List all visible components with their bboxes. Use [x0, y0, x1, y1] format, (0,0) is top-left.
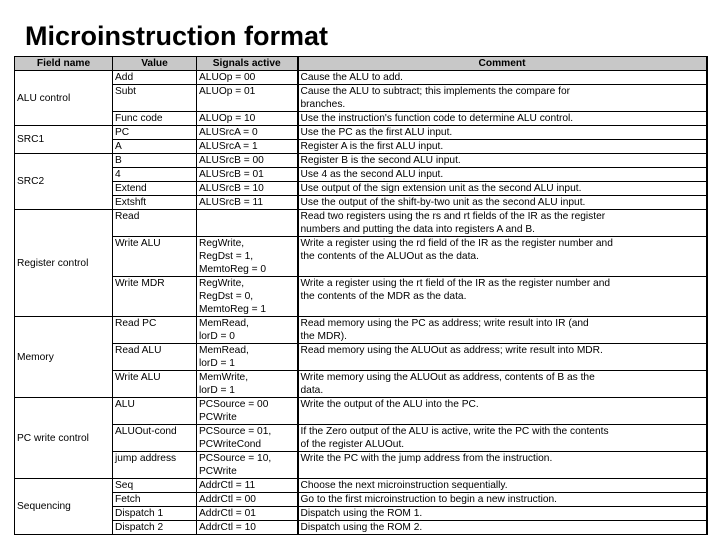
- comment-cell: [298, 277, 707, 317]
- value-cell: [113, 277, 197, 317]
- comment-line: Cause the ALU to subtract; this implements the compare for: [300, 86, 571, 97]
- signals-cell: [197, 210, 298, 237]
- signal-line: MemRead,: [199, 318, 249, 329]
- signal-line: PCWriteCond: [199, 439, 262, 450]
- value-cell: [113, 140, 197, 154]
- value-text: Add: [115, 72, 134, 83]
- table-row: [15, 521, 707, 535]
- comment-line: Use output of the sign extension unit as the second ALU input.: [300, 183, 582, 194]
- table-row: [15, 71, 707, 85]
- table-row: [15, 493, 707, 507]
- comment-line: Read two registers using the rs and rt fields of the IR as the register: [300, 211, 606, 222]
- signal-line: PCWrite: [199, 466, 237, 477]
- header-field-name: Field name: [15, 57, 113, 71]
- comment-cell: [298, 140, 707, 154]
- value-text: jump address: [115, 453, 177, 464]
- value-text: Write ALU: [115, 372, 161, 383]
- comment-line: Use the output of the shift-by-two unit as the second ALU input.: [300, 197, 586, 208]
- value-cell: [113, 398, 197, 425]
- field-name-cell: SRC2: [15, 154, 113, 210]
- value-cell: [113, 168, 197, 182]
- table-row: [15, 126, 707, 140]
- comment-line: Use 4 as the second ALU input.: [300, 169, 444, 180]
- signal-line: MemtoReg = 1: [199, 304, 267, 315]
- signal-line: PCSource = 01,: [199, 426, 272, 437]
- comment-cell: [298, 71, 707, 85]
- signal-line: PCSource = 00: [199, 399, 269, 410]
- comment-cell: [298, 507, 707, 521]
- comment-cell: [298, 344, 707, 371]
- comment-line: Write memory using the ALUOut as address, contents of B as the: [300, 372, 595, 383]
- microinstruction-table: [14, 56, 708, 535]
- comment-line: Choose the next microinstruction sequentially.: [300, 480, 508, 491]
- comment-cell: [298, 126, 707, 140]
- comment-line: Register A is the first ALU input.: [300, 141, 444, 152]
- signal-line: ALUSrcA = 0: [199, 127, 258, 138]
- comment-cell: [298, 371, 707, 398]
- table-row: [15, 182, 707, 196]
- signals-cell: [197, 71, 298, 85]
- signals-cell: [197, 521, 298, 535]
- field-name-cell: ALU control: [15, 71, 113, 126]
- value-cell: [113, 344, 197, 371]
- value-text: 4: [115, 169, 121, 180]
- signals-cell: [197, 507, 298, 521]
- table-row: [15, 196, 707, 210]
- table-row: [15, 371, 707, 398]
- signal-line: RegWrite,: [199, 238, 245, 249]
- value-cell: [113, 210, 197, 237]
- comment-line: the contents of the ALUOut as the data.: [300, 251, 479, 262]
- signal-line: RegDst = 1,: [199, 251, 254, 262]
- value-cell: [113, 425, 197, 452]
- table-row: [15, 317, 707, 344]
- comment-line: Write the PC with the jump address from the instruction.: [300, 453, 553, 464]
- comment-line: Dispatch using the ROM 2.: [300, 522, 423, 533]
- signals-cell: [197, 479, 298, 493]
- comment-line: the MDR).: [300, 331, 347, 342]
- signal-line: AddrCtl = 10: [199, 522, 256, 533]
- comment-cell: [298, 112, 707, 126]
- table-row: [15, 479, 707, 493]
- value-cell: [113, 196, 197, 210]
- comment-line: [301, 263, 704, 276]
- table-row: [15, 154, 707, 168]
- signals-cell: [197, 452, 298, 479]
- signal-line: [199, 223, 295, 236]
- signals-cell: [197, 196, 298, 210]
- comment-cell: [298, 479, 707, 493]
- comment-line: Go to the first microinstruction to begin a new instruction.: [300, 494, 558, 505]
- comment-cell: [298, 237, 707, 277]
- signals-cell: [197, 237, 298, 277]
- comment-cell: [298, 182, 707, 196]
- comment-cell: [298, 154, 707, 168]
- comment-line: Use the PC as the first ALU input.: [300, 127, 453, 138]
- signal-line: ALUSrcB = 11: [199, 197, 264, 208]
- signal-line: MemWrite,: [199, 372, 249, 383]
- value-cell: [113, 182, 197, 196]
- comment-line: [301, 411, 704, 424]
- comment-cell: [298, 168, 707, 182]
- table-row: [15, 344, 707, 371]
- signals-cell: [197, 154, 298, 168]
- value-text: Extshft: [115, 197, 147, 208]
- value-cell: [113, 521, 197, 535]
- value-text: Fetch: [115, 494, 141, 505]
- table-row: [15, 398, 707, 425]
- signal-line: lorD = 0: [199, 331, 235, 342]
- field-name-cell: Memory: [15, 317, 113, 398]
- comment-line: Write the output of the ALU into the PC.: [300, 399, 479, 410]
- comment-cell: [298, 493, 707, 507]
- value-text: Dispatch 1: [115, 508, 164, 519]
- value-text: Read: [115, 211, 140, 222]
- signal-line: lorD = 1: [199, 385, 235, 396]
- signal-line: AddrCtl = 00: [199, 494, 256, 505]
- signals-cell: [197, 425, 298, 452]
- value-cell: [113, 154, 197, 168]
- header-value: Value: [113, 57, 197, 71]
- signals-cell: [197, 140, 298, 154]
- value-cell: [113, 317, 197, 344]
- table-row: [15, 425, 707, 452]
- table-row: [15, 507, 707, 521]
- signals-cell: [197, 344, 298, 371]
- field-name-cell: PC write control: [15, 398, 113, 479]
- comment-cell: [298, 210, 707, 237]
- table-row: [15, 237, 707, 277]
- signal-line: RegDst = 0,: [199, 291, 254, 302]
- signals-cell: [197, 168, 298, 182]
- comment-line: Register B is the second ALU input.: [300, 155, 461, 166]
- signal-line: ALUOp = 00: [199, 72, 256, 83]
- table-row: [15, 210, 707, 237]
- value-text: Read PC: [115, 318, 157, 329]
- table-row: [15, 452, 707, 479]
- comment-line: Dispatch using the ROM 1.: [300, 508, 423, 519]
- comment-cell: [298, 425, 707, 452]
- table-row: [15, 168, 707, 182]
- signals-cell: [197, 398, 298, 425]
- value-text: Seq: [115, 480, 134, 491]
- comment-cell: [298, 196, 707, 210]
- comment-line: If the Zero output of the ALU is active, write the PC with the contents: [300, 426, 609, 437]
- signal-line: ALUOp = 10: [199, 113, 256, 124]
- page-title: Microinstruction format: [25, 21, 329, 51]
- comment-cell: [298, 317, 707, 344]
- value-text: Subt: [115, 86, 136, 97]
- comment-line: [301, 465, 704, 478]
- field-name-cell: SRC1: [15, 126, 113, 154]
- signal-line: [199, 210, 295, 223]
- comment-line: of the register ALUOut.: [300, 439, 405, 450]
- comment-line: data.: [300, 385, 324, 396]
- comment-line: Write a register using the rt field of the IR as the register number and: [300, 278, 611, 289]
- comment-line: Read memory using the PC as address; write result into IR (and: [300, 318, 589, 329]
- signal-line: AddrCtl = 11: [199, 480, 256, 491]
- value-cell: [113, 71, 197, 85]
- signal-line: ALUSrcB = 01: [199, 169, 264, 180]
- signal-line: ALUSrcB = 10: [199, 183, 264, 194]
- value-cell: [113, 237, 197, 277]
- table-row: [15, 112, 707, 126]
- comment-line: numbers and putting the data into registers A and B.: [300, 224, 535, 235]
- value-text: ALUOut-cond: [115, 426, 177, 437]
- signals-cell: [197, 277, 298, 317]
- value-text: Read ALU: [115, 345, 162, 356]
- value-text: Dispatch 2: [115, 522, 164, 533]
- comment-cell: [298, 521, 707, 535]
- value-cell: [113, 493, 197, 507]
- comment-line: the contents of the MDR as the data.: [300, 291, 467, 302]
- signal-line: RegWrite,: [199, 278, 245, 289]
- value-cell: [113, 371, 197, 398]
- signals-cell: [197, 317, 298, 344]
- comment-cell: [298, 85, 707, 112]
- value-text: PC: [115, 127, 130, 138]
- table-row: [15, 277, 707, 317]
- signal-line: PCSource = 10,: [199, 453, 272, 464]
- value-cell: [113, 85, 197, 112]
- signal-line: MemtoReg = 0: [199, 264, 267, 275]
- comment-cell: [298, 452, 707, 479]
- value-text: Func code: [115, 113, 163, 124]
- field-name-cell: Sequencing: [15, 479, 113, 535]
- comment-line: [301, 303, 704, 316]
- value-text: Write ALU: [115, 238, 161, 249]
- table-row: [15, 140, 707, 154]
- comment-line: branches.: [300, 99, 346, 110]
- field-name-cell: Register control: [15, 210, 113, 317]
- signal-line: AddrCtl = 01: [199, 508, 256, 519]
- comment-line: Cause the ALU to add.: [300, 72, 404, 83]
- signals-cell: [197, 493, 298, 507]
- comment-cell: [298, 398, 707, 425]
- table-body: [15, 71, 707, 535]
- value-text: Extend: [115, 183, 147, 194]
- comment-line: Use the instruction's function code to determine ALU control.: [300, 113, 574, 124]
- value-text: Write MDR: [115, 278, 165, 289]
- value-text: ALU: [115, 399, 135, 410]
- signals-cell: [197, 371, 298, 398]
- value-cell: [113, 507, 197, 521]
- comment-line: [301, 357, 704, 370]
- value-cell: [113, 452, 197, 479]
- comment-line: Read memory using the ALUOut as address; write result into MDR.: [300, 345, 603, 356]
- signal-line: MemRead,: [199, 345, 249, 356]
- header-signals-active: Signals active: [197, 57, 298, 71]
- signal-line: ALUOp = 01: [199, 86, 256, 97]
- header-comment: Comment: [298, 57, 707, 71]
- signal-line: PCWrite: [199, 412, 237, 423]
- signal-line: ALUSrcB = 00: [199, 155, 264, 166]
- signal-line: ALUSrcA = 1: [199, 141, 258, 152]
- value-text: B: [115, 155, 122, 166]
- value-cell: [113, 112, 197, 126]
- signals-cell: [197, 182, 298, 196]
- signals-cell: [197, 112, 298, 126]
- value-cell: [113, 126, 197, 140]
- value-cell: [113, 479, 197, 493]
- signals-cell: [197, 126, 298, 140]
- signals-cell: [197, 85, 298, 112]
- signal-line: lorD = 1: [199, 358, 235, 369]
- table-header-row: [15, 57, 707, 71]
- value-text: A: [115, 141, 122, 152]
- table-row: [15, 85, 707, 112]
- comment-line: Write a register using the rd field of the IR as the register number and: [300, 238, 613, 249]
